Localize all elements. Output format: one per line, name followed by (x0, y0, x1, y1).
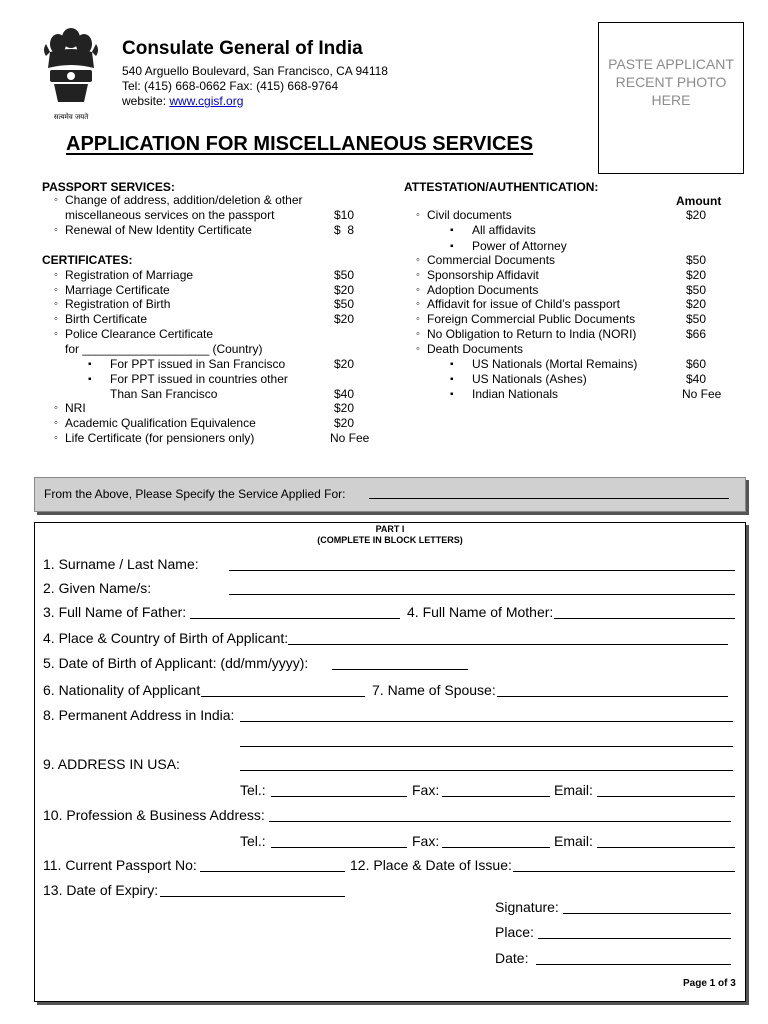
dob-field[interactable] (332, 669, 468, 670)
org-address: 540 Arguello Boulevard, San Francisco, CA 94118 (122, 64, 388, 78)
cert-amount: $20 (334, 357, 355, 371)
usa-address-label: 9. ADDRESS IN USA: (43, 756, 180, 772)
cert-item: ◦ Police Clearance Certificate (65, 327, 213, 342)
signature-field[interactable] (563, 913, 731, 914)
attest-item: ◦ Sponsorship Affidavit (427, 268, 539, 283)
part1-title: PART I (375, 524, 405, 534)
page-number: Page 1 of 3 (683, 978, 736, 989)
attest-amount: $50 (686, 253, 707, 267)
expiry-label: 13. Date of Expiry: (43, 882, 159, 898)
cert-item: ◦ Academic Qualification Equivalence (65, 416, 256, 431)
issue-label: 12. Place & Date of Issue: (350, 857, 512, 873)
attest-amount: $50 (686, 283, 707, 297)
date-label: Date: (495, 950, 529, 966)
attest-amount: $20 (686, 268, 707, 282)
surname-label: 1. Surname / Last Name: (43, 556, 199, 572)
form-title: APPLICATION FOR MISCELLANEOUS SERVICES (66, 133, 534, 155)
passport-item-2: ◦ Renewal of New Identity Certificate (65, 223, 252, 238)
org-phone-fax: Tel: (415) 668-0662 Fax: (415) 668-9764 (122, 79, 339, 93)
perm-address-field-1[interactable] (240, 721, 733, 722)
attest-amount: $66 (686, 327, 707, 341)
profession-label: 10. Profession & Business Address: (43, 807, 265, 823)
website-label: website: (122, 94, 170, 108)
cert-item: ◦ Registration of Birth (65, 297, 170, 312)
passport-item-1-cont: miscellaneous services on the passport (65, 208, 275, 222)
given-name-field[interactable] (229, 594, 735, 595)
mother-name-field[interactable] (554, 618, 735, 619)
attest-item: ◦ No Obligation to Return to India (NORI) (427, 327, 636, 342)
birth-place-label: 4. Place & Country of Birth of Applicant: (43, 630, 289, 646)
cert-amount: $20 (334, 416, 355, 430)
website-link[interactable]: www.cgisf.org (169, 94, 244, 108)
photo-box (598, 22, 744, 174)
surname-field[interactable] (229, 570, 735, 571)
date-field[interactable] (536, 964, 731, 965)
org-name: Consulate General of India (122, 38, 363, 59)
specify-input-line[interactable] (369, 498, 729, 499)
usa-email-field[interactable] (597, 796, 735, 797)
father-name-field[interactable] (190, 618, 400, 619)
attest-subitem: ▪ Indian Nationals (472, 387, 558, 402)
spouse-label: 7. Name of Spouse: (372, 682, 496, 698)
biz-fax-field[interactable] (442, 847, 550, 848)
attest-amount: $40 (686, 372, 707, 386)
cert-subitem: ▪ For PPT issued in San Francisco (110, 357, 285, 372)
passport-item-2-amount: $ 8 (334, 223, 355, 237)
father-name-label: 3. Full Name of Father: (43, 604, 187, 620)
certificates-heading: CERTIFICATES: (42, 253, 133, 267)
profession-field[interactable] (269, 821, 731, 822)
attest-amount: $20 (686, 297, 707, 311)
attest-amount: $20 (686, 208, 707, 222)
attest-amount: No Fee (682, 387, 722, 401)
cert-item-country: for ___________________ (Country) (65, 342, 263, 356)
attest-item: ◦ Adoption Documents (427, 283, 538, 298)
cert-item: ◦ Registration of Marriage (65, 268, 193, 283)
birth-place-field[interactable] (288, 644, 728, 645)
usa-tel-field[interactable] (271, 796, 407, 797)
cert-amount: $50 (334, 297, 355, 311)
usa-tel-label: Tel.: (240, 782, 266, 798)
perm-address-label: 8. Permanent Address in India: (43, 707, 235, 723)
passport-services-heading: PASSPORT SERVICES: (42, 180, 175, 194)
attest-item: ◦ Foreign Commercial Public Documents (427, 312, 635, 327)
cert-amount: $20 (334, 312, 355, 326)
given-name-label: 2. Given Name/s: (43, 580, 152, 596)
cert-subitem-cont: Than San Francisco (110, 387, 218, 401)
usa-email-label: Email: (554, 782, 593, 798)
issue-field[interactable] (513, 871, 735, 872)
attest-item: ◦ Civil documents (427, 208, 512, 223)
passport-item-1-amount: $10 (334, 208, 355, 222)
photo-box-text: PASTE APPLICANT RECENT PHOTO HERE (608, 56, 734, 108)
biz-fax-label: Fax: (412, 833, 440, 849)
attestation-heading: ATTESTATION/AUTHENTICATION: (404, 180, 599, 194)
biz-email-field[interactable] (597, 847, 735, 848)
cert-item: ◦ NRI (65, 401, 86, 416)
nationality-label: 6. Nationality of Applicant (43, 682, 201, 698)
amount-header: Amount (676, 194, 722, 208)
biz-email-label: Email: (554, 833, 593, 849)
specify-label: From the Above, Please Specify the Service Applied For: (44, 487, 346, 501)
dob-label: 5. Date of Birth of Applicant: (dd/mm/yyyy): (43, 655, 309, 671)
attest-item: ◦ Affidavit for issue of Child’s passport (427, 297, 620, 312)
cert-subitem: ▪ For PPT issued in countries other (110, 372, 288, 387)
attest-amount: $60 (686, 357, 707, 371)
attest-subitem: ▪ All affidavits (472, 223, 536, 238)
attest-item: ◦ Commercial Documents (427, 253, 555, 268)
attest-amount: $50 (686, 312, 707, 326)
signature-label: Signature: (495, 899, 559, 915)
cert-amount: $20 (334, 401, 355, 415)
perm-address-field-2[interactable] (240, 746, 733, 747)
nationality-field[interactable] (201, 696, 365, 697)
spouse-field[interactable] (497, 696, 728, 697)
passport-no-label: 11. Current Passport No: (43, 857, 197, 873)
cert-item: ◦ Life Certificate (for pensioners only) (65, 431, 254, 446)
usa-fax-label: Fax: (412, 782, 440, 798)
attest-subitem: ▪ US Nationals (Ashes) (472, 372, 587, 387)
attest-subitem: ▪ Power of Attorney (472, 239, 567, 254)
biz-tel-label: Tel.: (240, 833, 266, 849)
place-field[interactable] (538, 938, 731, 939)
cert-item: ◦ Marriage Certificate (65, 283, 170, 298)
part1-subtitle: (COMPLETE IN BLOCK LETTERS) (317, 535, 463, 545)
cert-amount: $20 (334, 283, 355, 297)
expiry-field[interactable] (160, 896, 345, 897)
attest-item: ◦ Death Documents (427, 342, 523, 357)
usa-address-field[interactable] (240, 770, 733, 771)
mother-name-label: 4. Full Name of Mother: (407, 604, 554, 620)
cert-amount: $40 (334, 387, 355, 401)
passport-no-field[interactable] (200, 871, 345, 872)
usa-fax-field[interactable] (442, 796, 550, 797)
cert-amount: No Fee (330, 431, 370, 445)
biz-tel-field[interactable] (271, 847, 407, 848)
cert-amount: $50 (334, 268, 355, 282)
india-emblem-icon (40, 22, 102, 122)
place-label: Place: (495, 924, 534, 940)
cert-item: ◦ Birth Certificate (65, 312, 147, 327)
passport-item-1: ◦ Change of address, addition/deletion & other (65, 193, 303, 208)
emblem-motto: सत्यमेव जयते (53, 113, 89, 121)
attest-subitem: ▪ US Nationals (Mortal Remains) (472, 357, 637, 372)
org-website (122, 94, 243, 108)
